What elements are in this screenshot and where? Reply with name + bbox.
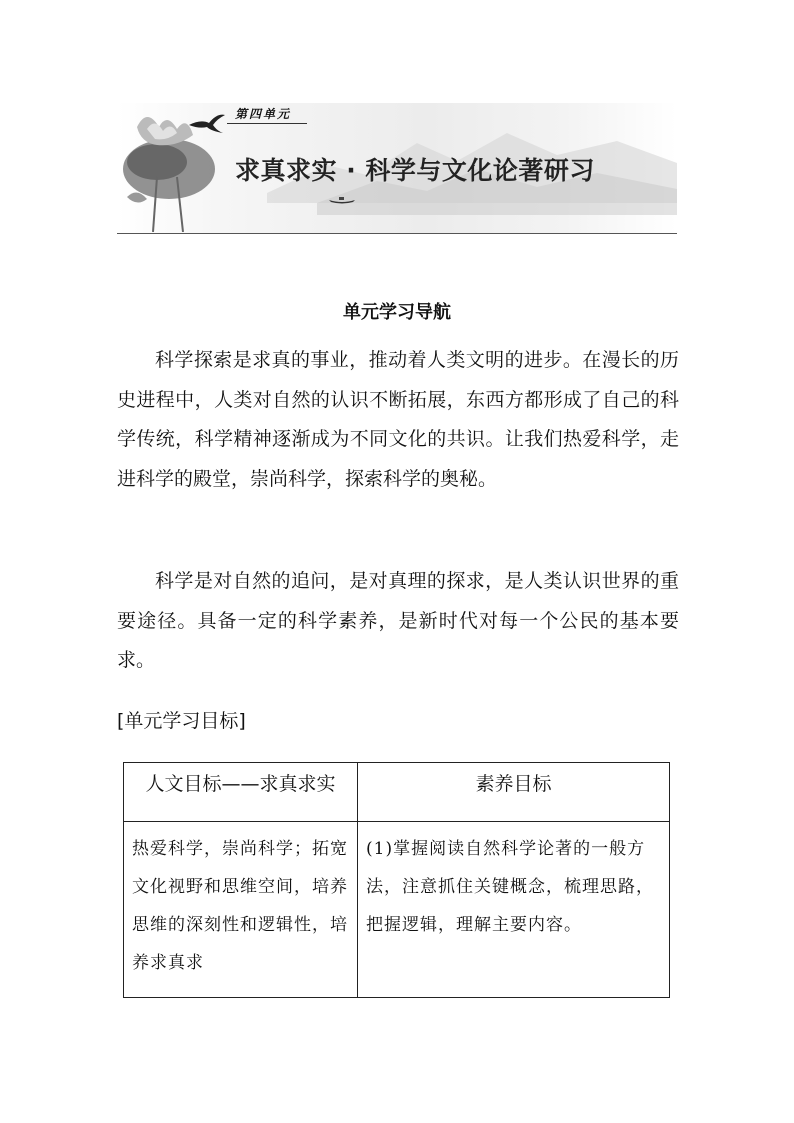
header-humanistic-goal: 人文目标——求真求实 <box>124 763 358 822</box>
paragraph-2: 科学是对自然的追问，是对真理的探求，是人类认识世界的重要途径。具备一定的科学素养，是新时代对每一个公民的基本要求。 <box>117 570 679 671</box>
cell-humanistic-goal: 热爱科学，崇尚科学；拓宽文化视野和思维空间，培养思维的深刻性和逻辑性，培养求真求 <box>124 822 358 998</box>
swallow-icon <box>187 111 227 135</box>
banner-title: 求真求实 · 科学与文化论著研习 <box>235 156 595 185</box>
table-row <box>124 822 670 998</box>
unit-label: 第四单元 <box>235 107 292 121</box>
section-title: 单元学习导航 <box>343 302 451 323</box>
table-header-row <box>124 763 670 822</box>
boat-icon <box>327 195 357 205</box>
goals-table <box>123 762 670 998</box>
unit-label-underline <box>227 123 307 124</box>
unit-banner <box>117 103 677 234</box>
paragraph-1: 科学探索是求真的事业，推动着人类文明的进步。在漫长的历史进程中，人类对自然的认识不断拓展，东西方都形成了自己的科学传统，科学精神逐渐成为不同文化的共识。让我们热爱科学，走进科学的殿堂，崇尚科学，探索科学的奥秘。 <box>117 349 679 490</box>
goals-label: [单元学习目标] <box>117 710 246 732</box>
cell-literacy-goal: (1)掌握阅读自然科学论著的一般方法，注意抓住关键概念，梳理思路，把握逻辑，理解主要内容。 <box>358 822 670 998</box>
header-literacy-goal: 素养目标 <box>358 763 670 822</box>
